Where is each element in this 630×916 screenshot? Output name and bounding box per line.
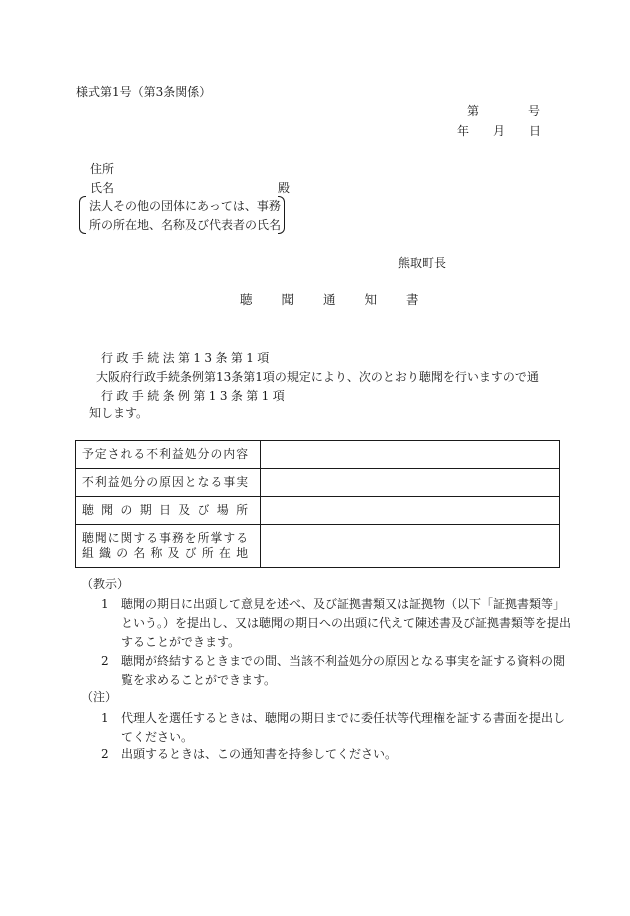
form-number: 様式第1号（第3条関係） (76, 85, 212, 99)
row-value[interactable] (261, 525, 560, 568)
note-item-2: 2 出頭するときは、この通知書を持参してください。 (101, 747, 398, 761)
name-label: 氏名 (90, 181, 115, 195)
law-reference-2: 行政手続条例第13条第1項 (101, 389, 289, 403)
row-label: 聴聞の期日及び場所 (76, 497, 261, 525)
document-number-label: 第 (467, 104, 480, 118)
table-row (76, 525, 560, 568)
hearing-info-table (75, 440, 560, 568)
row-value[interactable] (261, 497, 560, 525)
date-year-label: 年 (457, 124, 470, 138)
address-label: 住所 (90, 162, 115, 176)
left-bracket (79, 196, 86, 234)
corporate-note-line1: 法人その他の団体にあっては、事務 (89, 199, 281, 213)
body-main-line: 大阪府行政手続条例第13条第1項の規定により、次のとおり聴聞を行いますので通 (96, 370, 539, 384)
date-month-label: 月 (493, 124, 506, 138)
row-label: 不利益処分の原因となる事実 (76, 469, 261, 497)
document-title: 聴聞通知書 (240, 292, 448, 307)
note-item-1: 1 代理人を選任するときは、聴聞の期日までに委任状等代理権を証する書面を提出し てください。 (101, 711, 566, 744)
notes-heading: （注） (81, 690, 118, 704)
honorific: 殿 (278, 181, 291, 195)
instructions-heading: （教示） (81, 577, 130, 591)
body-closing: 知します。 (89, 406, 149, 420)
row-label: 聴聞に関する事務を所掌する 組織の名称及び所在地 (76, 525, 261, 568)
row-label: 予定される不利益処分の内容 (76, 441, 261, 469)
corporate-note-line2: 所の所在地、名称及び代表者の氏名 (89, 218, 282, 232)
table-row (76, 441, 560, 469)
law-reference-1: 行政手続法第13条第1項 (101, 351, 273, 365)
date-day-label: 日 (529, 124, 542, 138)
row-value[interactable] (261, 441, 560, 469)
instruction-item-1: 1 聴聞の期日に出頭して意見を述べ、及び証拠書類又は証拠物（以下「証拠書類等」 という。）を提出し、又は聴聞の期日への出頭に代えて陳述書及び証拠書類等を提出 することができます。 (101, 597, 572, 649)
sender-name: 熊取町長 (398, 256, 447, 270)
document-number-suffix: 号 (528, 104, 541, 118)
instruction-item-2: 2 聴聞が終結するときまでの間、当該不利益処分の原因となる事実を証する資料の閲 覧を求めることができます。 (101, 654, 566, 687)
row-value[interactable] (261, 469, 560, 497)
table-row (76, 497, 560, 525)
table-row (76, 469, 560, 497)
